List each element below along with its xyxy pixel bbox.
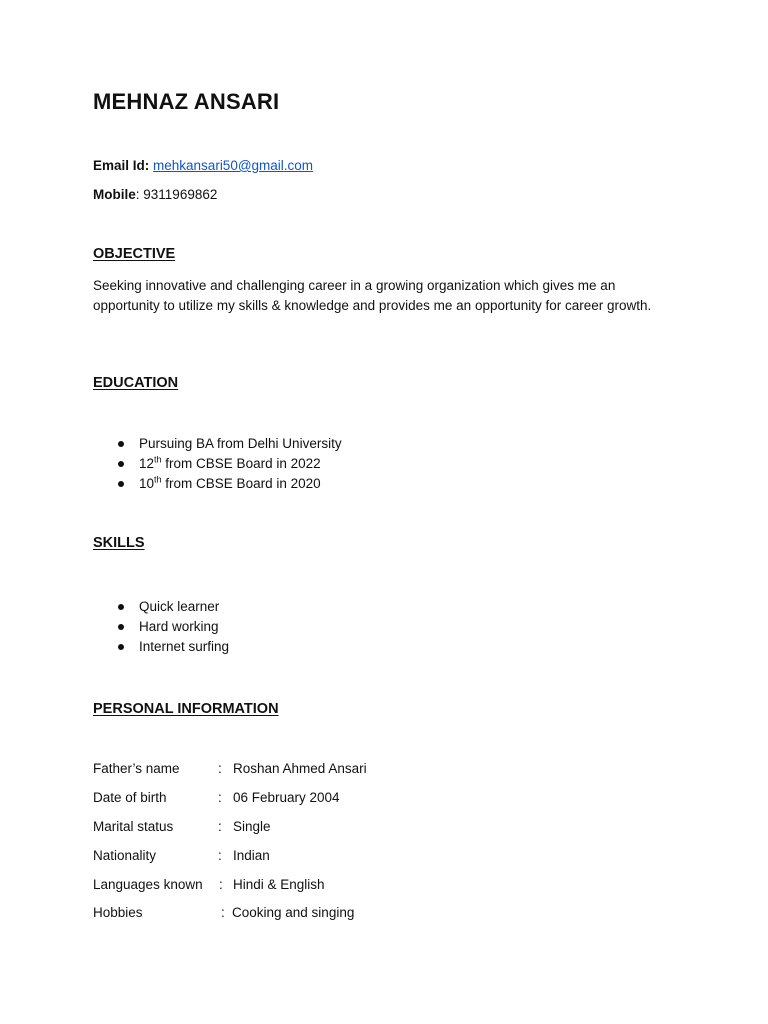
skill-item-text: Quick learner: [139, 599, 220, 614]
bullet-icon: [118, 441, 124, 447]
bullet-icon: [118, 461, 124, 467]
personal-info-label: Nationality: [93, 848, 157, 863]
mobile-number: 9311969862: [143, 187, 218, 202]
bullet-icon: [118, 624, 124, 630]
personal-info-separator: :: [218, 819, 222, 834]
bullet-icon: [118, 604, 124, 610]
personal-info-heading: PERSONAL INFORMATION: [93, 701, 279, 717]
personal-info-value: Hindi & English: [233, 877, 325, 892]
education-list: [93, 434, 342, 494]
personal-info-separator: :: [218, 790, 222, 805]
skills-list: [93, 597, 229, 657]
personal-info-label: Languages known: [93, 877, 203, 892]
mobile-separator: :: [135, 187, 140, 202]
bullet-icon: [118, 644, 124, 650]
personal-info-value: Indian: [233, 848, 270, 863]
skill-item: [93, 597, 229, 617]
personal-info-value: Cooking and singing: [232, 905, 355, 920]
education-item-text: 10: [139, 476, 155, 491]
personal-info-value: Single: [233, 819, 271, 834]
skill-item: [93, 637, 229, 657]
skills-heading: SKILLS: [93, 535, 145, 551]
skill-item-text: Hard working: [139, 619, 219, 634]
mobile-line: [93, 187, 217, 202]
education-item: [93, 434, 342, 454]
personal-info-value: Roshan Ahmed Ansari: [233, 761, 367, 776]
personal-info-separator: :: [218, 761, 222, 776]
personal-info-separator: :: [221, 905, 225, 920]
education-item-detail: from CBSE Board in 2020: [161, 476, 321, 491]
email-link[interactable]: mehkansari50@gmail.com: [153, 158, 314, 173]
email-label: Email Id:: [93, 158, 150, 173]
personal-info-label: Hobbies: [93, 905, 143, 920]
education-item: [93, 474, 342, 494]
personal-info-separator: :: [218, 848, 222, 863]
education-heading: EDUCATION: [93, 375, 179, 391]
bullet-icon: [118, 481, 124, 487]
education-item-text: Pursuing BA from Delhi University: [139, 436, 342, 451]
objective-text: Seeking innovative and challenging career in a growing organization which gives me an opportunity to utilize my skills & knowledge and provides me an opportunity for career growth.: [93, 278, 652, 313]
skill-item: [93, 617, 229, 637]
email-line: [93, 158, 313, 173]
personal-info-separator: :: [219, 877, 223, 892]
personal-info-label: Marital status: [93, 819, 174, 834]
education-item-text: 12: [139, 456, 155, 471]
personal-info-label: Date of birth: [93, 790, 167, 805]
skill-item-text: Internet surfing: [139, 639, 230, 654]
personal-info-value: 06 February 2004: [233, 790, 340, 805]
education-item-detail: from CBSE Board in 2022: [161, 456, 321, 471]
education-item: [93, 454, 342, 474]
ordinal-suffix: th: [154, 454, 162, 465]
ordinal-suffix: th: [154, 474, 162, 485]
mobile-label: Mobile: [93, 187, 136, 202]
candidate-name: MEHNAZ ANSARI: [93, 89, 280, 114]
objective-heading: OBJECTIVE: [93, 246, 176, 262]
personal-info-label: Father’s name: [93, 761, 180, 776]
